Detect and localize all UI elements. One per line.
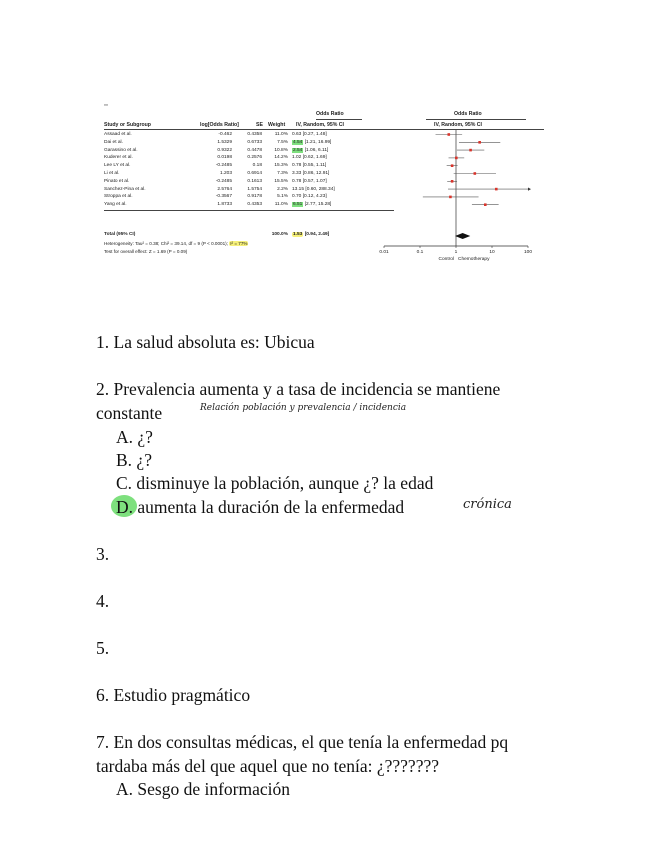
ci-value: [1.06, 6.11] (304, 147, 329, 153)
se-value: 0.18 (252, 163, 262, 169)
or-value: 4.54 (293, 139, 303, 145)
study-name: Stroppa et al. (104, 194, 133, 200)
se-value: 0.1613 (247, 178, 262, 184)
point-marker (474, 172, 477, 175)
forest-plot-graph (104, 108, 544, 268)
header-log-or: log[Odds Ratio] (200, 122, 239, 128)
study-name: Garassino et al. (104, 147, 138, 153)
corner-mark: ** (104, 104, 108, 110)
study-name: Pinato et al. (104, 178, 130, 184)
x-tick-label: 10 (489, 250, 495, 255)
or-value: 1.02 (292, 155, 302, 161)
pooled-diamond (455, 233, 470, 239)
forest-plot-figure (104, 108, 544, 268)
question-1: 1. La salud absoluta es: Ubicua (96, 332, 315, 352)
weight-value: 15.3% (274, 163, 288, 169)
ci-value: [0.55, 1.11] (302, 163, 327, 169)
axis-label-chemotherapy: Chemotherapy (458, 257, 490, 262)
header-or-ci: IV, Random, 95% CI (296, 122, 344, 128)
point-marker (447, 133, 450, 136)
question-2-option-a: A. ¿? (116, 427, 153, 447)
or-value: 3.33 (292, 171, 302, 176)
heterogeneity-i2: I² = 77% (230, 241, 248, 246)
point-marker (495, 188, 498, 191)
se-value: 0.4353 (247, 202, 262, 208)
weight-value: 2.2% (277, 186, 288, 192)
weight-value: 11.0% (274, 132, 288, 137)
point-marker (449, 196, 452, 199)
se-value: 0.4478 (247, 147, 262, 153)
ci-value: [2.77, 15.28] (304, 202, 332, 208)
log-or-value: -0.462 (218, 132, 232, 137)
point-marker (451, 180, 454, 183)
se-value: 0.6733 (247, 139, 262, 145)
point-marker (484, 203, 487, 206)
option-d-highlight: D (116, 497, 129, 517)
ci-value: [0.57, 1.07] (302, 178, 327, 184)
question-6: 6. Estudio pragmático (96, 685, 251, 705)
weight-value: 5.1% (277, 194, 288, 200)
point-marker (455, 157, 458, 160)
question-2-line-2: constante (96, 403, 163, 423)
ci-value: [0.62, 1.69] (302, 155, 327, 161)
weight-value: 15.5% (274, 178, 288, 184)
study-name: Lee LY et al. (104, 163, 131, 169)
option-d-text: . aumenta la duración de la enfermedad (128, 497, 405, 517)
or-value: 13.15 (292, 186, 305, 192)
log-or-value: -0.3567 (215, 194, 232, 200)
weight-value: 7.3% (277, 171, 288, 176)
weight-value: 14.2% (274, 155, 288, 161)
question-4: 4. (96, 591, 110, 611)
log-or-value: 1.5329 (217, 139, 232, 145)
question-3: 3. (96, 544, 110, 564)
heterogeneity-prefix: Heterogeneity: Tau² = 0.38; Chi² = 39.14, df = 9 (P < 0.0001); (104, 241, 228, 246)
question-5: 5. (96, 638, 110, 658)
weight-value: 11.0% (274, 202, 288, 208)
or-value: 6.51 (293, 202, 303, 208)
se-value: 0.9178 (247, 194, 262, 200)
point-marker (478, 141, 481, 144)
log-or-value: 1.203 (219, 171, 232, 176)
question-7-line-1: 7. En dos consultas médicas, el que tenía la enfermedad pq (96, 732, 509, 752)
se-value: 1.5754 (247, 186, 262, 192)
question-2-handwritten-note: Relación población y prevalencia / incidencia (200, 403, 407, 413)
x-tick-label: 0.01 (379, 250, 389, 255)
overall-effect-text: Test for overall effect: Z = 1.69 (P = 0.09) (104, 249, 188, 254)
point-marker (451, 164, 454, 167)
or-value: 2.54 (293, 147, 303, 153)
header-weight: Weight (268, 122, 286, 128)
weight-value: 10.8% (274, 147, 288, 153)
total-label: Total (95% CI) (104, 232, 136, 237)
header-or-ci-right: IV, Random, 95% CI (434, 122, 482, 128)
study-name: Li et al. (104, 171, 120, 176)
header-odds-ratio-right: Odds Ratio (454, 111, 482, 117)
question-2-option-b: B. ¿? (116, 450, 152, 470)
log-or-value: 1.8733 (217, 202, 232, 208)
ci-value: [0.12, 4.23] (302, 194, 327, 200)
weight-value: 7.5% (277, 139, 288, 145)
header-odds-ratio: Odds Ratio (316, 111, 344, 117)
log-or-value: 0.0198 (217, 155, 232, 161)
log-or-value: -0.2485 (215, 178, 232, 184)
question-2-line-1: 2. Prevalencia aumenta y a tasa de incidencia se mantiene (96, 379, 501, 399)
ci-value: [0.27, 1.48] (302, 132, 327, 137)
log-or-value: 0.9322 (217, 147, 232, 153)
total-or-value: 1.53 (293, 232, 303, 237)
study-name: Kuderer et al. (104, 155, 133, 161)
ci-arrow (528, 188, 531, 191)
total-ci: [0.94, 2.49] (304, 232, 330, 237)
ci-value: [0.86, 12.91] (302, 171, 330, 176)
log-or-value: -0.2485 (215, 163, 232, 169)
or-value: 0.63 (292, 132, 302, 137)
question-2-option-d (116, 496, 404, 518)
or-value: 0.70 (292, 194, 302, 200)
axis-label-control: Control (438, 257, 454, 262)
study-name: Sanchez-Pina et al. (104, 186, 146, 192)
study-name: Dai et al. (104, 139, 123, 145)
or-value: 0.78 (292, 163, 302, 169)
or-value: 0.78 (292, 178, 302, 184)
x-tick-label: 100 (523, 250, 533, 255)
ci-value: [1.21, 16.99] (304, 139, 332, 145)
se-value: 0.2576 (247, 155, 262, 161)
question-7-line-2: tardaba más del que aquel que no tenía: ¿??????? (96, 756, 440, 776)
log-or-value: 2.5764 (217, 186, 232, 192)
study-name: Assaad et al. (104, 132, 132, 137)
header-se: SE (256, 122, 263, 128)
se-value: 0.6914 (247, 171, 262, 176)
se-value: 0.4358 (247, 132, 262, 137)
x-tick-label: 0.1 (416, 250, 424, 255)
total-weight: 100.0% (271, 232, 288, 237)
question-7-option-a: A. Sesgo de información (116, 779, 290, 799)
ci-value: [0.60, 288.34] (305, 186, 335, 192)
question-2-option-c: C. disminuye la población, aunque ¿? la edad (116, 473, 434, 493)
header-study: Study or Subgroup (104, 122, 151, 128)
study-name: Yang et al. (104, 202, 127, 208)
point-marker (469, 149, 472, 152)
x-tick-label: 1 (454, 250, 458, 255)
question-2-handwritten-cronica: crónica (463, 497, 512, 512)
